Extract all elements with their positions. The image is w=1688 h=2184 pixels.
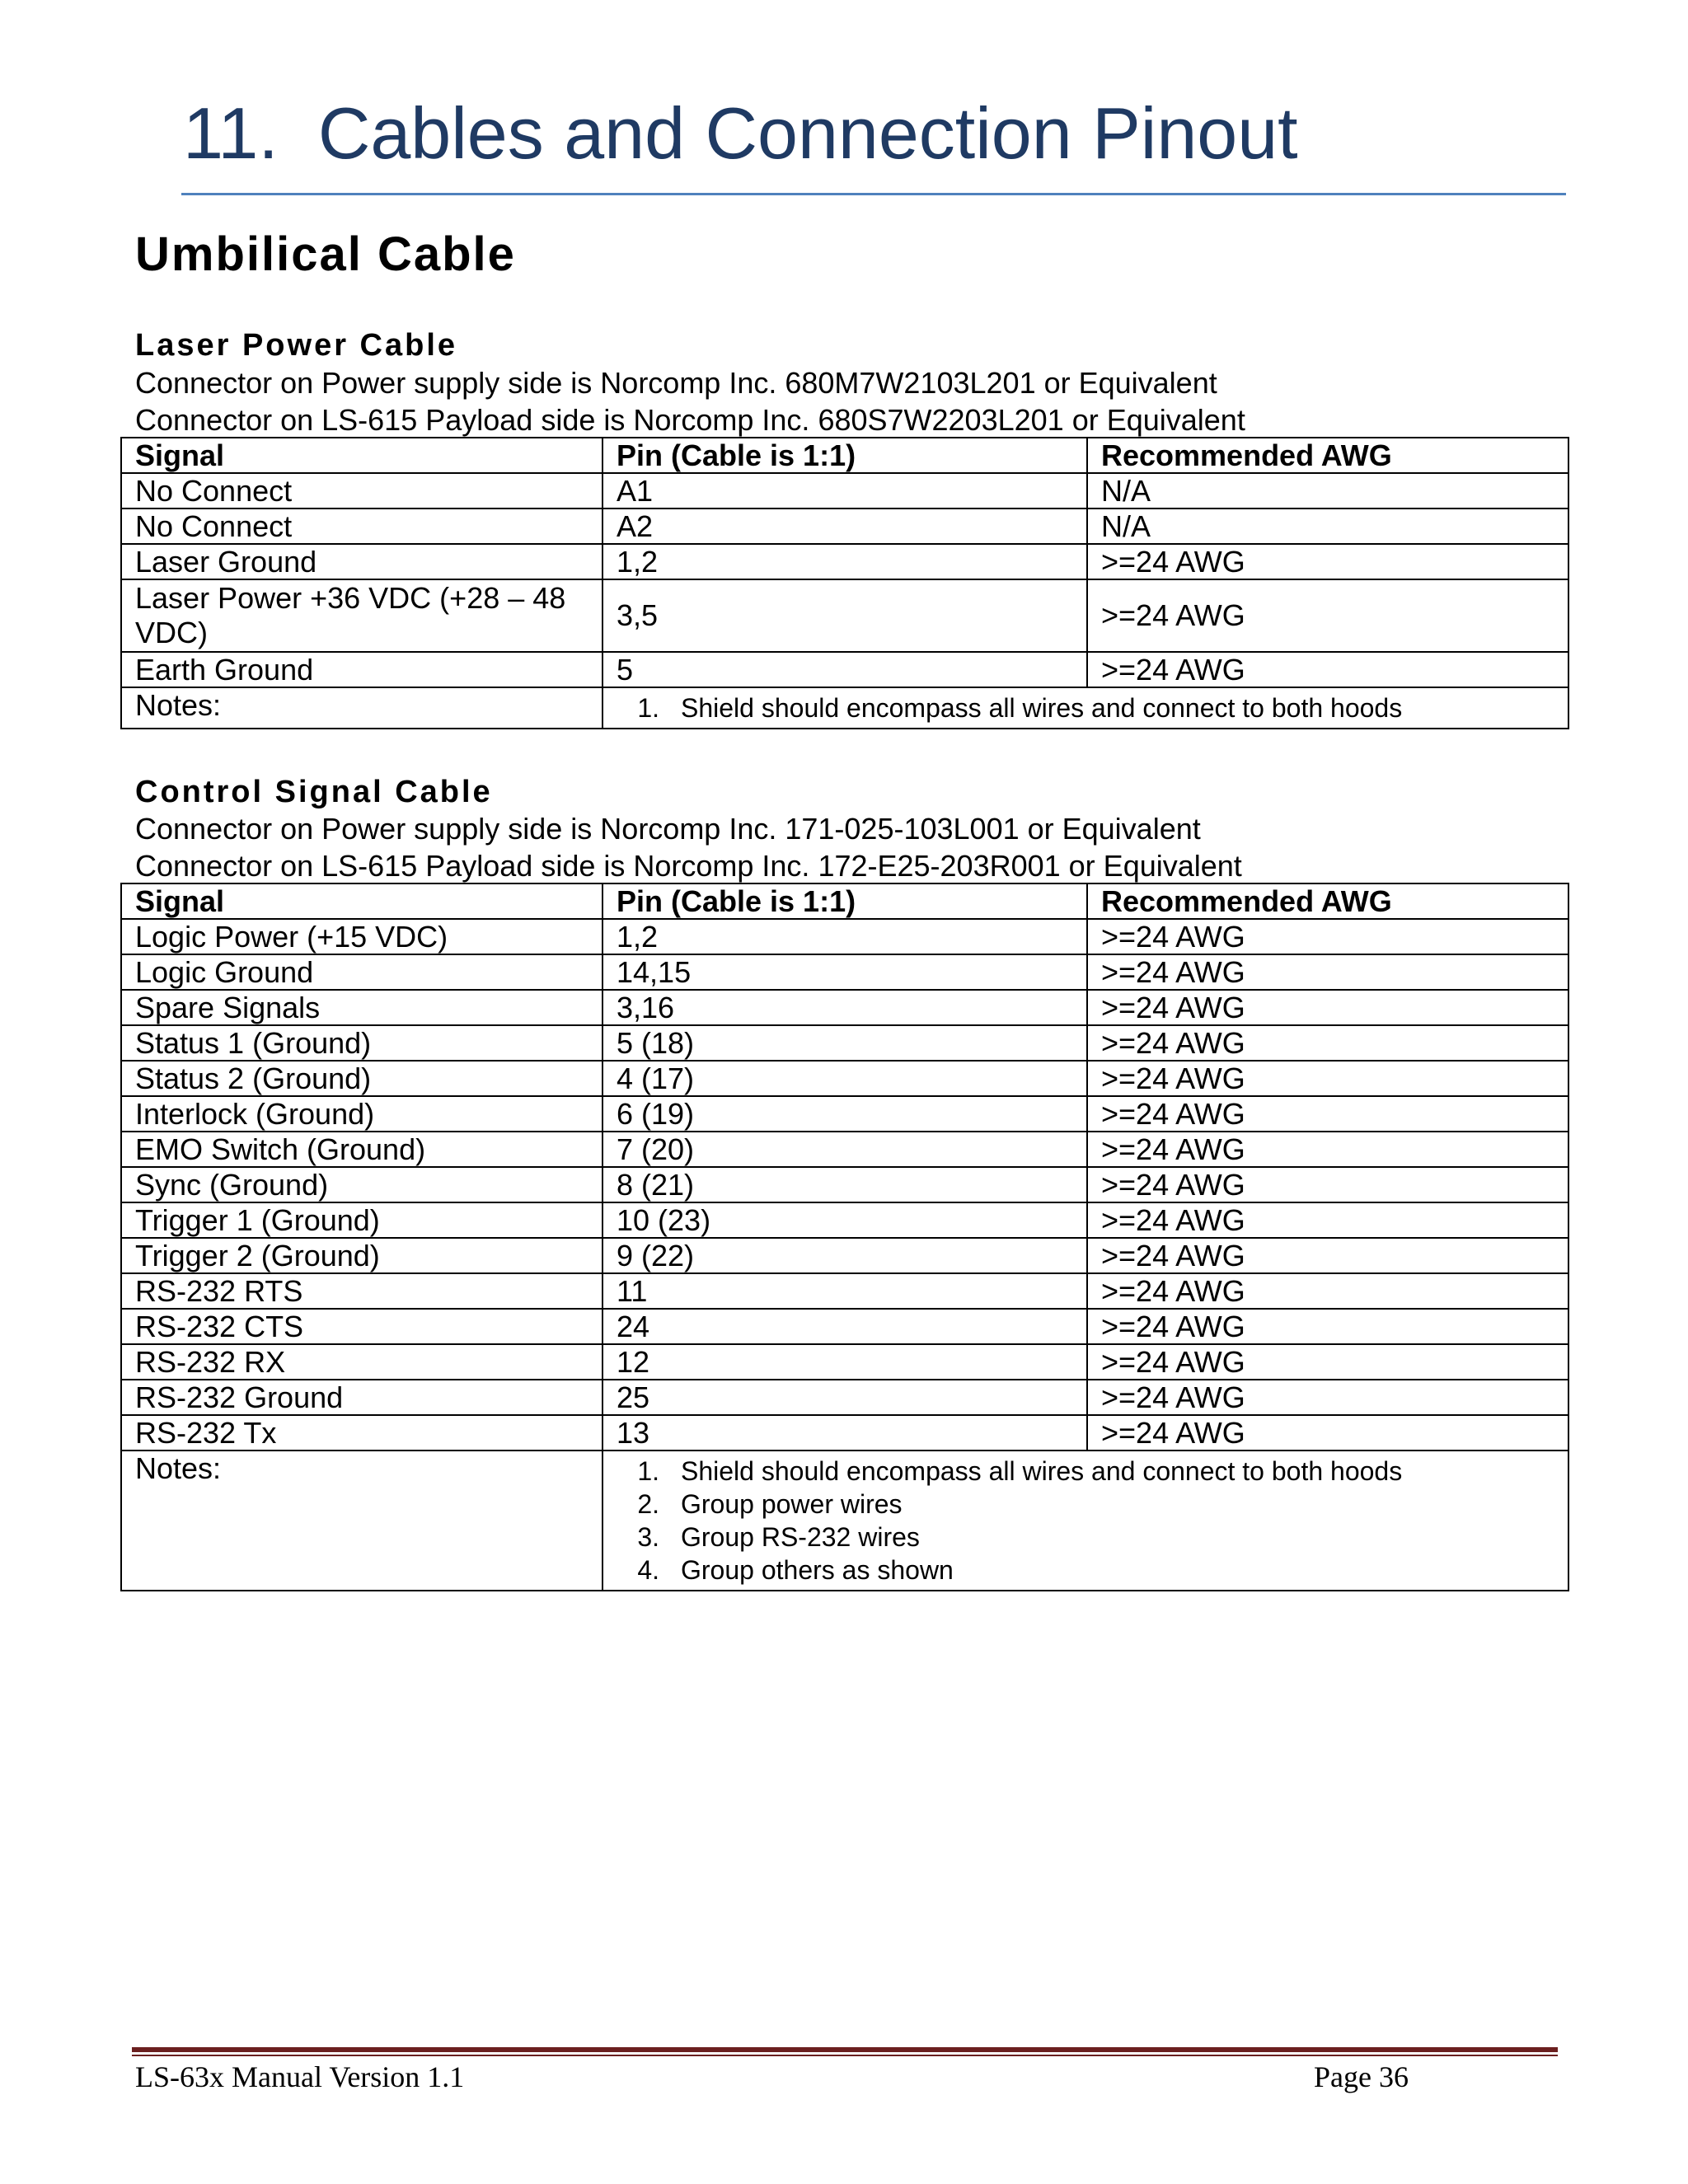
footer-manual-version: LS-63x Manual Version 1.1 <box>135 2060 465 2093</box>
footer-rule <box>132 2047 1558 2052</box>
cell-pin: 5 <box>603 652 1087 687</box>
table-row <box>121 544 1568 579</box>
cell-pin: 11 <box>603 1273 1087 1309</box>
cell-pin: 12 <box>603 1344 1087 1380</box>
control-signal-table <box>120 883 1569 1591</box>
cell-awg: >=24 AWG <box>1087 1238 1568 1273</box>
table-row <box>121 652 1568 687</box>
table-row <box>121 1309 1568 1344</box>
section-heading: Umbilical Cable <box>135 227 516 281</box>
cell-awg: >=24 AWG <box>1087 544 1568 579</box>
note-number: 4. <box>637 1555 659 1585</box>
note-text: Group RS-232 wires <box>681 1522 920 1552</box>
note-text: Group power wires <box>681 1489 903 1519</box>
table-row <box>121 1415 1568 1451</box>
cell-pin: 7 (20) <box>603 1132 1087 1167</box>
cell-pin: 1,2 <box>603 919 1087 954</box>
table-header-row <box>121 438 1568 473</box>
cell-pin: 13 <box>603 1415 1087 1451</box>
cell-signal: Spare Signals <box>121 990 603 1025</box>
note-item <box>603 1488 1568 1521</box>
laser-power-table <box>120 437 1569 729</box>
table-row <box>121 1273 1568 1309</box>
cell-signal: Trigger 2 (Ground) <box>121 1238 603 1273</box>
footer-page-number: Page 36 <box>1314 2060 1409 2093</box>
cell-signal: Interlock (Ground) <box>121 1096 603 1132</box>
table-row <box>121 919 1568 954</box>
table-row <box>121 1344 1568 1380</box>
notes-row <box>121 1451 1568 1591</box>
table-row <box>121 954 1568 990</box>
cell-signal: Sync (Ground) <box>121 1167 603 1202</box>
cell-awg: >=24 AWG <box>1087 990 1568 1025</box>
note-number: 3. <box>637 1522 659 1552</box>
laser-cable-heading: Laser Power Cable <box>135 328 458 363</box>
table-row <box>121 1025 1568 1061</box>
header-signal: Signal <box>121 438 603 473</box>
cell-awg: >=24 AWG <box>1087 1202 1568 1238</box>
cell-signal: Trigger 1 (Ground) <box>121 1202 603 1238</box>
header-pin: Pin (Cable is 1:1) <box>603 883 1087 919</box>
cell-awg: >=24 AWG <box>1087 1309 1568 1344</box>
notes-cell <box>603 687 1568 729</box>
header-pin: Pin (Cable is 1:1) <box>603 438 1087 473</box>
cell-pin: 9 (22) <box>603 1238 1087 1273</box>
cell-awg: >=24 AWG <box>1087 579 1568 652</box>
chapter-number: 11. <box>183 92 279 174</box>
cell-signal: RS-232 Tx <box>121 1415 603 1451</box>
cell-awg: >=24 AWG <box>1087 1273 1568 1309</box>
table-row <box>121 1238 1568 1273</box>
cell-awg: >=24 AWG <box>1087 1415 1568 1451</box>
cell-awg: N/A <box>1087 509 1568 544</box>
cell-signal: No Connect <box>121 509 603 544</box>
cell-pin: 14,15 <box>603 954 1087 990</box>
note-text: Group others as shown <box>681 1555 954 1585</box>
cell-awg: >=24 AWG <box>1087 1025 1568 1061</box>
cell-awg: >=24 AWG <box>1087 1061 1568 1096</box>
control-connector-psu: Connector on Power supply side is Norcomp Inc. 171-025-103L001 or Equivalent <box>135 812 1201 846</box>
chapter-title: Cables and Connection Pinout <box>317 92 1298 174</box>
cell-awg: >=24 AWG <box>1087 652 1568 687</box>
cell-pin: 8 (21) <box>603 1167 1087 1202</box>
table-row <box>121 1132 1568 1167</box>
title-rule <box>181 193 1566 195</box>
cell-awg: >=24 AWG <box>1087 1096 1568 1132</box>
cell-awg: >=24 AWG <box>1087 919 1568 954</box>
note-item <box>603 1455 1568 1488</box>
cell-pin: 10 (23) <box>603 1202 1087 1238</box>
table-header-row <box>121 883 1568 919</box>
cell-pin: 4 (17) <box>603 1061 1087 1096</box>
cell-awg: >=24 AWG <box>1087 1380 1568 1415</box>
notes-row <box>121 687 1568 729</box>
cell-awg: >=24 AWG <box>1087 1167 1568 1202</box>
footer-rule-thin <box>132 2055 1558 2056</box>
cell-signal: RS-232 CTS <box>121 1309 603 1344</box>
cell-signal: Earth Ground <box>121 652 603 687</box>
cell-signal: Status 2 (Ground) <box>121 1061 603 1096</box>
laser-connector-psu: Connector on Power supply side is Norcomp Inc. 680M7W2103L201 or Equivalent <box>135 366 1217 400</box>
cell-signal: RS-232 RTS <box>121 1273 603 1309</box>
cell-signal: RS-232 Ground <box>121 1380 603 1415</box>
note-text: Shield should encompass all wires and connect to both hoods <box>681 693 1403 723</box>
cell-pin: 1,2 <box>603 544 1087 579</box>
table-row <box>121 579 1568 652</box>
table-row <box>121 1202 1568 1238</box>
cell-awg: N/A <box>1087 473 1568 509</box>
cell-signal: No Connect <box>121 473 603 509</box>
cell-pin: 3,16 <box>603 990 1087 1025</box>
notes-cell <box>603 1451 1568 1591</box>
notes-list <box>603 1451 1568 1590</box>
cell-pin: A2 <box>603 509 1087 544</box>
header-signal: Signal <box>121 883 603 919</box>
header-awg: Recommended AWG <box>1087 438 1568 473</box>
cell-pin: 3,5 <box>603 579 1087 652</box>
control-connector-payload: Connector on LS-615 Payload side is Norcomp Inc. 172-E25-203R001 or Equivalent <box>135 849 1242 883</box>
note-number: 2. <box>637 1489 659 1519</box>
note-item <box>603 1554 1568 1586</box>
cell-signal: EMO Switch (Ground) <box>121 1132 603 1167</box>
cell-signal: Laser Ground <box>121 544 603 579</box>
cell-signal: RS-232 RX <box>121 1344 603 1380</box>
control-cable-heading: Control Signal Cable <box>135 775 493 809</box>
table-row <box>121 1167 1568 1202</box>
cell-signal: Logic Ground <box>121 954 603 990</box>
notes-label: Notes: <box>121 1451 603 1591</box>
page-title <box>183 92 1298 174</box>
cell-pin: 24 <box>603 1309 1087 1344</box>
notes-list <box>603 688 1568 728</box>
cell-pin: 5 (18) <box>603 1025 1087 1061</box>
note-text: Shield should encompass all wires and connect to both hoods <box>681 1456 1403 1486</box>
cell-awg: >=24 AWG <box>1087 1344 1568 1380</box>
note-number: 1. <box>637 693 659 723</box>
note-item <box>603 691 1568 724</box>
table-row <box>121 1380 1568 1415</box>
laser-connector-payload: Connector on LS-615 Payload side is Norcomp Inc. 680S7W2203L201 or Equivalent <box>135 403 1245 437</box>
cell-awg: >=24 AWG <box>1087 954 1568 990</box>
cell-signal: Laser Power +36 VDC (+28 – 48 VDC) <box>121 579 603 652</box>
table-row <box>121 990 1568 1025</box>
cell-signal: Status 1 (Ground) <box>121 1025 603 1061</box>
cell-pin: 25 <box>603 1380 1087 1415</box>
table-row <box>121 473 1568 509</box>
cell-pin: 6 (19) <box>603 1096 1087 1132</box>
cell-awg: >=24 AWG <box>1087 1132 1568 1167</box>
notes-label: Notes: <box>121 687 603 729</box>
note-number: 1. <box>637 1456 659 1486</box>
cell-pin: A1 <box>603 473 1087 509</box>
table-row <box>121 1061 1568 1096</box>
table-row <box>121 509 1568 544</box>
note-item <box>603 1521 1568 1554</box>
cell-signal: Logic Power (+15 VDC) <box>121 919 603 954</box>
table-row <box>121 1096 1568 1132</box>
header-awg: Recommended AWG <box>1087 883 1568 919</box>
